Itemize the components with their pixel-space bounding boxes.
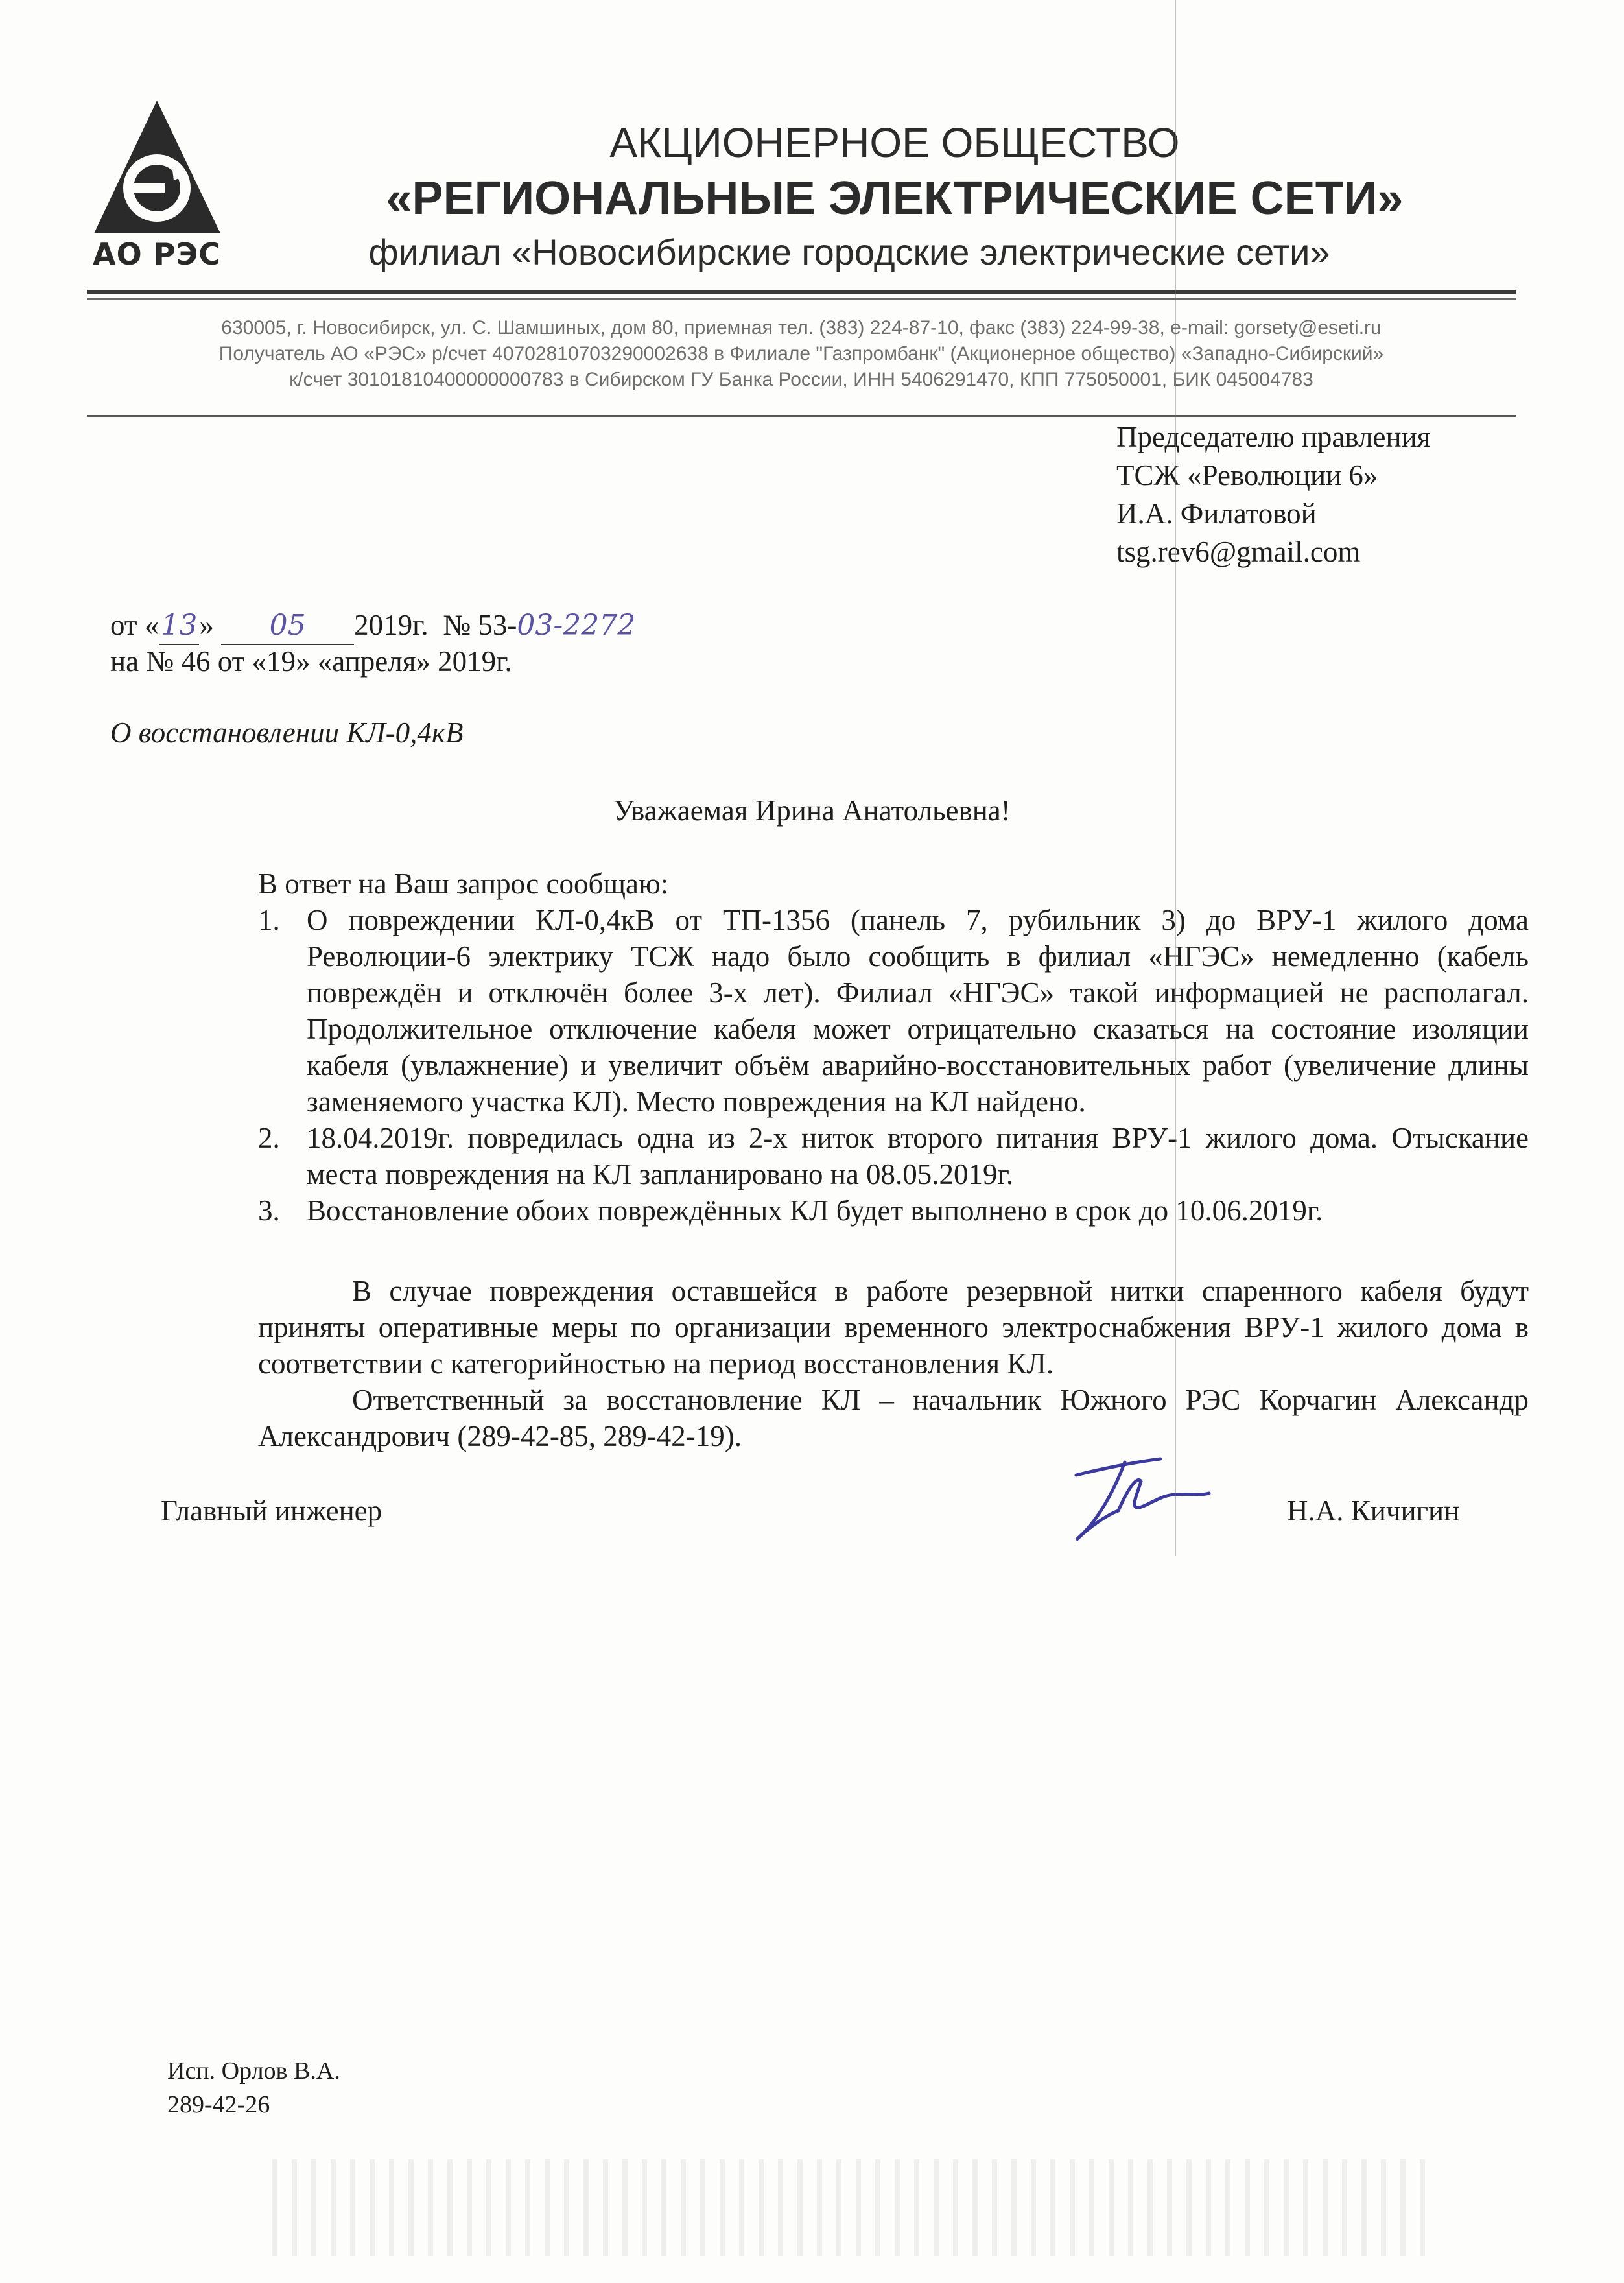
ref-month: 05 <box>221 608 354 645</box>
scan-bleed-through <box>272 2159 1439 2256</box>
incoming-reference: на № 46 от «19» «апреля» 2019г. <box>110 645 512 678</box>
list-item-number: 1. <box>258 904 280 936</box>
ref-year: 2019г. <box>354 609 429 641</box>
contacts-line-1: 630005, г. Новосибирск, ул. С. Шамшиных, дом 80, приемная тел. (383) 224-87-10, факс (383) 224-99-38, e-mail: gorsety@eseti.ru <box>221 317 1382 338</box>
company-line-2: «РЕГИОНАЛЬНЫЕ ЭЛЕКТРИЧЕСКИЕ СЕТИ» <box>386 172 1404 224</box>
addressee-block <box>1116 418 1570 571</box>
addressee-email: tsg.rev6@gmail.com <box>1116 536 1361 568</box>
letter-body <box>258 866 1529 1229</box>
list-item <box>258 1120 1529 1192</box>
contacts-divider <box>87 415 1516 417</box>
header-divider-thin <box>87 298 1516 300</box>
company-line-1: АКЦИОНЕРНОЕ ОБЩЕСТВО <box>609 119 1180 166</box>
addressee-organization: ТСЖ «Революции 6» <box>1116 459 1378 491</box>
list-item-text: 18.04.2019г. повредилась одна из 2-х ниток второго питания ВРУ-1 жилого дома. Отыскание места повреждения на КЛ запланировано на 08.05.2019г. <box>307 1122 1529 1190</box>
body-paragraph-2: Ответственный за восстановление КЛ – начальник Южного РЭС Корчагин Александр Александрович (289-42-85, 289-42-19). <box>258 1384 1529 1452</box>
items-list <box>258 902 1529 1229</box>
ref-number-handwritten: 03-2272 <box>517 609 636 642</box>
list-item-number: 3. <box>258 1194 280 1227</box>
list-item-text: Восстановление обоих повреждённых КЛ будет выполнено в срок до 10.06.2019г. <box>307 1194 1323 1227</box>
contacts-line-3: к/счет 30101810400000000783 в Сибирском ГУ Банка России, ИНН 5406291470, КПП 775050001, БИК 045004783 <box>289 369 1313 390</box>
contact-details <box>87 315 1516 393</box>
addressee-name: И.А. Филатовой <box>1116 497 1317 530</box>
executor-block <box>167 2054 340 2122</box>
contacts-line-2: Получатель АО «РЭС» р/счет 40702810703290002638 в Филиале "Газпромбанк" (Акционерное общество) «Западно-Сибирский» <box>218 343 1384 364</box>
company-name-block <box>279 115 1511 278</box>
list-item-number: 2. <box>258 1122 280 1154</box>
ref-number-prefix: № 53- <box>443 609 517 641</box>
addressee-position: Председателю правления <box>1116 421 1431 453</box>
outgoing-reference <box>110 607 635 645</box>
letter-subject: О восстановлении КЛ-0,4кВ <box>110 716 464 749</box>
ref-from-prefix: от « <box>110 609 159 641</box>
handwritten-signature-icon <box>1063 1449 1219 1553</box>
scan-fold-line <box>1175 0 1176 1556</box>
body-continuation <box>258 1273 1529 1454</box>
ref-day: 13 <box>159 608 199 645</box>
signatory-name: Н.А. Кичигин <box>1287 1495 1460 1527</box>
greeting: Уважаемая Ирина Анатольевна! <box>613 794 1011 827</box>
ref-day-suffix: » <box>199 609 214 641</box>
list-item-text: О повреждении КЛ-0,4кВ от ТП-1356 (панель 7, рубильник 3) до ВРУ-1 жилого дома Революции-6 электрику ТСЖ надо было сообщить в филиал «НГЭС» немедленно (кабель повреждён и отключён более 3-х лет). Филиал «НГЭС» такой информацией не располагал. Продолжительное отключение кабеля может отрицательно сказаться на состояние изоляции кабеля (увлажнение) и увеличит объём аварийно-восстановительных работ (увеличение длины заменяемого участка КЛ). Место повреждения на КЛ найдено. <box>307 904 1529 1118</box>
list-item <box>258 1192 1529 1229</box>
executor-phone: 289-42-26 <box>167 2091 270 2118</box>
list-item <box>258 902 1529 1120</box>
header-divider <box>87 290 1516 294</box>
logo-caption: АО РЭС <box>93 237 221 272</box>
signatory-title: Главный инженер <box>161 1495 382 1527</box>
body-paragraph-1: В случае повреждения оставшейся в работе резервной нитки спаренного кабеля будут приняты оперативные меры по организации временного электроснабжения ВРУ-1 жилого дома в соответствии с категорийностью на период восстановления КЛ. <box>258 1275 1529 1380</box>
company-line-3: филиал «Новосибирские городские электрические сети» <box>368 231 1330 272</box>
executor-name: Исп. Орлов В.А. <box>167 2057 340 2085</box>
body-intro: В ответ на Ваш запрос сообщаю: <box>258 868 669 900</box>
